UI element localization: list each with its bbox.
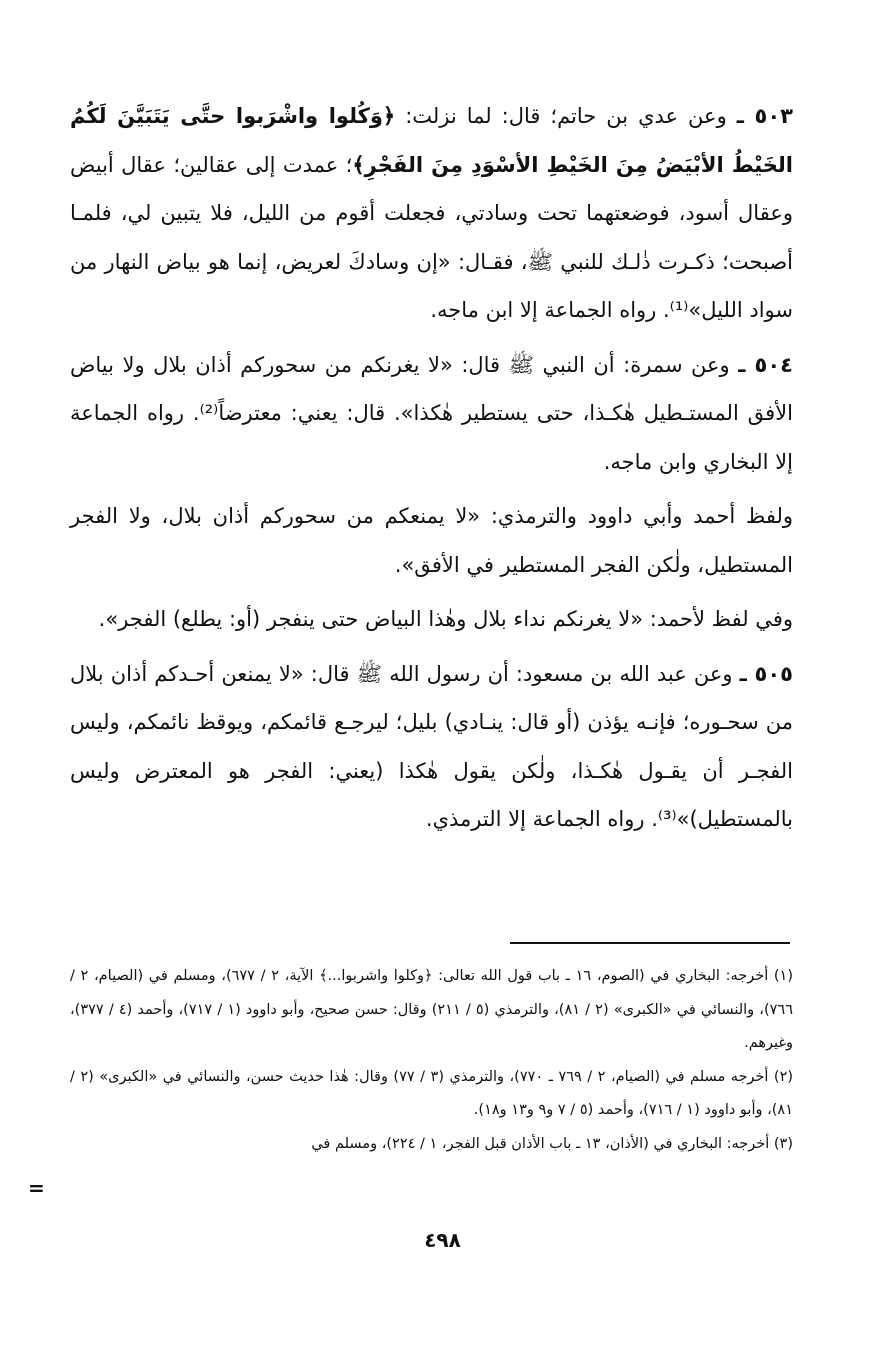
hadith-504-variant-1: ولفظ أحمد وأبي داوود والترمذي: «لا يمنعكم من سحوركم أذان بلال، ولا الفجر المستطيل، ولٰكن الفجر المستطير في الأفق».	[70, 504, 793, 577]
footnote-3: (٣) أخرجه: البخاري في (الأذان، ١٣ ـ باب الأذان قبل الفجر، ١ / ٢٢٤)، ومسلم في	[311, 1135, 793, 1152]
hadith-text: وعن سمرة: أن النبي ﷺ قال: «لا يغرنكم من سحوركم أذان بلال ولا بياض الأفق المستـطيل هٰكـذا، حتى يستطير هٰكذا». قال: يعني: معترضاً⁽²⁾. رواه الجماعة إلا البخاري وابن ماجه.	[70, 352, 793, 474]
main-text	[70, 92, 793, 844]
footnote-divider	[510, 942, 790, 944]
hadith-text: وعن عبد الله بن مسعود: أن رسول الله ﷺ قال: «لا يمنعن أحـدكم أذان بلال من سحـوره؛ فإنـه يؤذن (أو قال: ينـادي) بليل؛ ليرجـع قائمكم، ويوقظ نائمكم، وليس الفجـر أن يقـول هٰكـذا، ولٰكن يقول هٰكذا (يعني: الفجر هو المعترض وليس بالمستطيل)»⁽³⁾. رواه الجماعة إلا الترمذي.	[70, 661, 793, 831]
footnote-1: (١) أخرجه: البخاري في (الصوم، ١٦ ـ باب قول الله تعالى: ﴿وكلوا واشربوا...﴾ الآية، ٢ / ٦٧٧)، ومسلم في (الصيام، ٢ / ٧٦٦)، والنسائي في «الكبرى» (٢ / ٨١)، والترمذي (٥ / ٢١١) وقال: حسن صحيح، وأبو داوود (١ / ٧١٧)، وأحمد (٤ / ٣٧٧)، وغيرهم.	[70, 968, 794, 1051]
footnote-2: (٢) أخرجه مسلم في (الصيام، ٢ / ٧٦٩ ـ ٧٧٠)، والترمذي (٣ / ٧٧) وقال: هٰذا حديث حسن، والنسائي في «الكبرى» (٢ / ٨١)، وأبو داوود (١ / ٧١٦)، وأحمد (٥ / ٧ و٩ و١٣ و١٨).	[70, 1068, 794, 1118]
hadith-number: ٥٠٣ ـ	[736, 104, 793, 128]
hadith-505	[70, 650, 793, 844]
footnotes	[70, 960, 793, 1161]
page-number: ٤٩٨	[424, 1228, 461, 1252]
hadith-intro: وعن عدي بن حاتم؛ قال: لما نزلت:	[395, 104, 727, 128]
hadith-text: ؛ عمدت إلى عقالين؛ عقال أبيض وعقال أسود، فوضعتهما تحت وسادتي، فجعلت أقوم من الليل، فلا يتبين لي، فلمـا أصبحت؛ ذكـرت ذٰلـك للنبي ﷺ، فقـال: «إن وسادكَ لعريض، إنما هو بياض النهار من سواد الليل»⁽¹⁾. رواه الجماعة إلا ابن ماجه.	[70, 152, 793, 322]
hadith-number: ٥٠٤ ـ	[738, 352, 793, 377]
hadith-504-variant-2: وفي لفظ لأحمد: «لا يغرنكم نداء بلال وهٰذا البياض حتى ينفجر (أو: يطلع) الفجر».	[98, 607, 793, 631]
hadith-503	[70, 92, 793, 335]
continuation-mark: =	[28, 1176, 45, 1200]
quran-verse: ﴿وَكُلوا واشْرَبوا حتَّى يَتَبَيَّنَ لَكُمُ الخَيْطُ الأبْيَضُ مِنَ الخَيْطِ الأسْوَدِ مِنَ الفَجْرِ﴾	[70, 104, 793, 177]
hadith-number: ٥٠٥ ـ	[739, 661, 793, 686]
hadith-504	[70, 341, 793, 487]
